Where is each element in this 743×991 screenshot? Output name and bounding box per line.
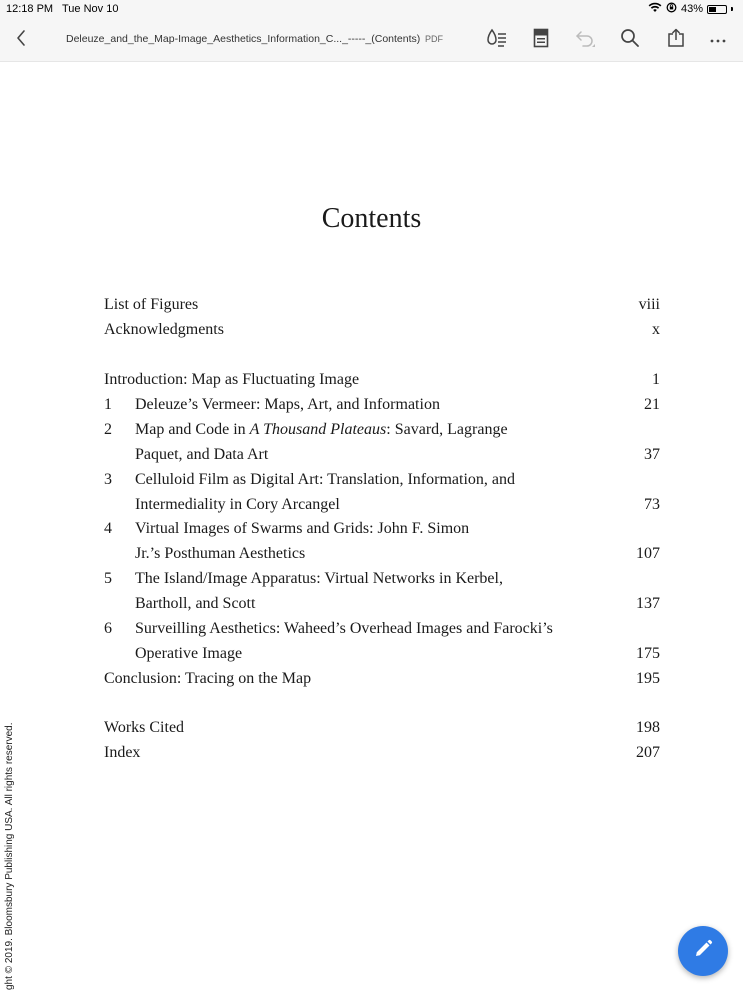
toc-entry-title: Conclusion: Tracing on the Map xyxy=(104,670,312,687)
toc-entry xyxy=(104,519,660,539)
toc-entry-page: 198 xyxy=(636,719,660,736)
toc-entry-page: 37 xyxy=(644,446,660,463)
toc-entry-title: Deleuze’s Vermeer: Maps, Art, and Information xyxy=(135,396,440,413)
toc-chapter-number: 2 xyxy=(104,421,112,438)
toc-entry-page: 107 xyxy=(636,545,660,562)
search-button[interactable] xyxy=(617,28,643,52)
toc-entry-page: 195 xyxy=(636,670,660,687)
toc-entry-title-line2: Jr.’s Posthuman Aesthetics xyxy=(135,545,306,562)
battery-tip xyxy=(731,7,733,11)
toc-entry xyxy=(104,569,660,589)
more-options-button[interactable] xyxy=(705,28,731,52)
toc-entry-title: Acknowledgments xyxy=(104,321,224,338)
toc-entry-continuation xyxy=(104,594,660,614)
toc-entry-continuation xyxy=(104,445,660,465)
toc-entry-page: 137 xyxy=(636,595,660,612)
toc-entry-title: Virtual Images of Swarms and Grids: John F. Simon xyxy=(135,520,470,537)
toc-entry-continuation xyxy=(104,544,660,564)
edit-fab-button[interactable] xyxy=(678,926,728,976)
toc-entry-page: viii xyxy=(638,296,660,313)
undo-button[interactable] xyxy=(573,28,599,52)
toc-entry-page: 21 xyxy=(644,396,660,413)
bookmark-button[interactable] xyxy=(528,28,554,52)
toc-entry xyxy=(104,320,660,340)
toc-entry-title: Celluloid Film as Digital Art: Translation, Information, and xyxy=(135,471,515,488)
status-indicators xyxy=(648,2,733,16)
toc-entry xyxy=(104,395,660,415)
toc-entry-title-line2: Paquet, and Data Art xyxy=(135,446,269,463)
more-icon xyxy=(709,31,727,49)
toc-title-italic: A Thousand Plateaus xyxy=(249,421,387,438)
pdf-page xyxy=(0,62,743,991)
toc-entry xyxy=(104,295,660,315)
document-title: Deleuze_and_the_Map-Image_Aesthetics_Information_C..._-----_(Contents) xyxy=(66,33,421,45)
undo-icon xyxy=(575,28,597,53)
share-icon xyxy=(666,28,686,53)
toc-entry-page: 73 xyxy=(644,496,660,513)
toc-entry-page: x xyxy=(652,321,660,338)
toc-entry xyxy=(104,420,660,440)
toc-entry-page: 1 xyxy=(652,371,660,388)
toc-entry xyxy=(104,718,660,738)
search-icon xyxy=(620,28,640,53)
back-chevron-icon xyxy=(15,29,27,52)
toc-chapter-number: 1 xyxy=(104,396,112,413)
wifi-icon xyxy=(648,2,662,16)
toc-entry-title-line2: Intermediality in Cory Arcangel xyxy=(135,496,340,513)
battery-level xyxy=(709,7,716,12)
toc-entry xyxy=(104,370,660,390)
status-date: Tue Nov 10 xyxy=(62,3,119,15)
document-type-label: PDF xyxy=(425,34,443,44)
reading-mode-icon xyxy=(486,28,508,53)
toc-entry-title: Introduction: Map as Fluctuating Image xyxy=(104,371,360,388)
toc-entry xyxy=(104,619,660,639)
battery-percent: 43% xyxy=(680,3,703,15)
toc-entry-title: The Island/Image Apparatus: Virtual Networks in Kerbel, xyxy=(135,570,503,587)
back-button[interactable] xyxy=(10,28,32,52)
document-toolbar xyxy=(0,20,743,62)
toc-entry xyxy=(104,743,660,763)
reading-mode-button[interactable] xyxy=(484,28,510,52)
bookmark-icon xyxy=(533,28,549,53)
toc-entry-title: Works Cited xyxy=(104,719,185,736)
toc-title-part: Map and Code in xyxy=(135,421,250,438)
toc-entry-title-line2: Bartholl, and Scott xyxy=(135,595,256,612)
pencil-icon xyxy=(693,939,713,964)
toc-entry-title-line2: Operative Image xyxy=(135,645,243,662)
status-time: 12:18 PM xyxy=(6,3,54,15)
toc-entry-title xyxy=(135,420,508,440)
toc-entry-title: Surveilling Aesthetics: Waheed’s Overhead Images and Farocki’s xyxy=(135,620,553,637)
toc-entry xyxy=(104,470,660,490)
toc-chapter-number: 4 xyxy=(104,520,112,537)
toc-chapter-number: 6 xyxy=(104,620,112,637)
status-bar xyxy=(0,0,743,20)
toc-chapter-number: 3 xyxy=(104,471,112,488)
toc-entry xyxy=(104,669,660,689)
battery-icon xyxy=(707,5,727,14)
toc-entry-page: 207 xyxy=(636,744,660,761)
orientation-lock-icon xyxy=(666,2,677,16)
toc-entry-title: List of Figures xyxy=(104,296,199,313)
toc-title-part: : Savard, Lagrange xyxy=(386,421,508,438)
toc-entry-page: 175 xyxy=(636,645,660,662)
share-button[interactable] xyxy=(663,28,689,52)
toc-entry-title: Index xyxy=(104,744,141,761)
toc-entry-continuation xyxy=(104,495,660,515)
toc-chapter-number: 5 xyxy=(104,570,112,587)
toc-entry-continuation xyxy=(104,644,660,664)
page-title: Contents xyxy=(321,203,422,234)
side-copyright: ght © 2019. Bloomsbury Publishing USA. All rights reserved. xyxy=(4,722,15,990)
